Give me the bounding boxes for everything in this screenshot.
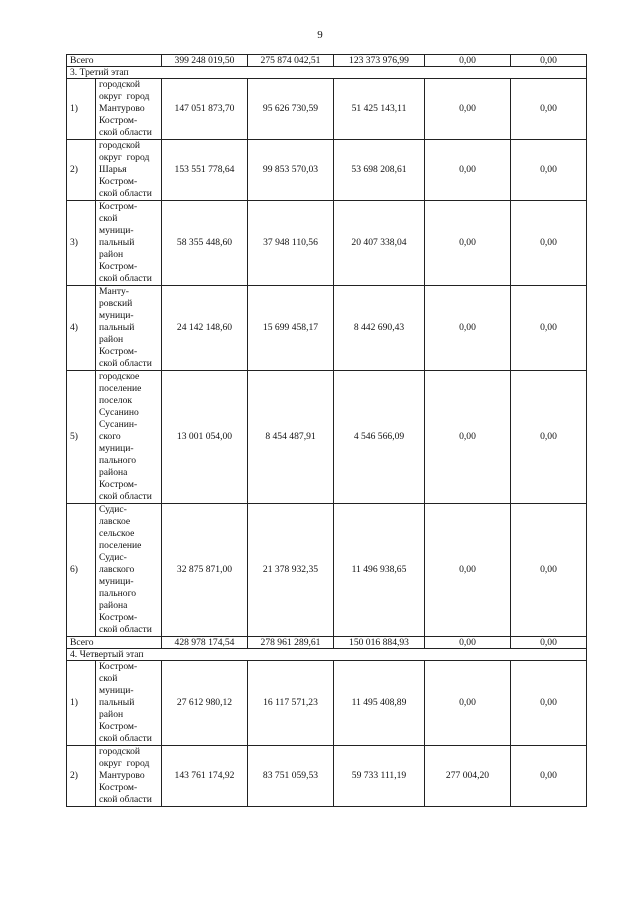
municipality-name-line: Судис-: [99, 552, 127, 563]
municipality-name-line: ской области: [99, 491, 152, 502]
amount-cell: 0,00: [425, 201, 511, 286]
amount-cell: 95 626 730,59: [248, 79, 334, 140]
municipality-name-line: пальный: [99, 322, 135, 333]
amount-cell: 51 425 143,11: [334, 79, 425, 140]
municipality-name-line: Манту-: [99, 286, 129, 297]
amount-cell: 0,00: [511, 79, 587, 140]
table-row: [67, 201, 587, 286]
municipality-name-line: поселение: [99, 383, 142, 394]
amount-cell: 0,00: [425, 140, 511, 201]
municipality-name-line: городской: [99, 746, 141, 757]
municipality-name: [96, 504, 162, 637]
total-label: Всего: [67, 637, 162, 649]
municipality-name-line: муници-: [99, 685, 134, 696]
table-row: [67, 661, 587, 746]
total-value-cell: 399 248 019,50: [162, 55, 248, 67]
municipality-name-line: округ город: [99, 91, 150, 102]
municipality-name-line: пальный: [99, 697, 135, 708]
amount-cell: 8 442 690,43: [334, 286, 425, 371]
municipality-name-line: пального: [99, 455, 137, 466]
table-row: [67, 79, 587, 140]
amount-cell: 153 551 778,64: [162, 140, 248, 201]
amount-cell: 59 733 111,19: [334, 746, 425, 807]
stage-header-row: [67, 67, 587, 79]
municipality-name-line: Сусанино: [99, 407, 139, 418]
municipality-name-line: поселение: [99, 540, 142, 551]
municipality-name-line: пального: [99, 588, 137, 599]
municipality-name-line: ской области: [99, 358, 152, 369]
row-index: 1): [67, 661, 96, 746]
municipality-name-line: лавское: [99, 516, 131, 527]
amount-cell: 32 875 871,00: [162, 504, 248, 637]
municipality-name-line: Костром-: [99, 479, 138, 490]
municipality-name-line: муници-: [99, 576, 134, 587]
amount-cell: 0,00: [511, 504, 587, 637]
municipality-name-line: ской области: [99, 794, 152, 805]
municipality-name-line: Костром-: [99, 721, 138, 732]
total-label: Всего: [67, 55, 162, 67]
municipality-name: [96, 201, 162, 286]
municipality-name-line: сельское: [99, 528, 135, 539]
municipality-name: [96, 371, 162, 504]
municipality-name-line: городское: [99, 371, 140, 382]
municipality-name-line: район: [99, 334, 124, 345]
amount-cell: 4 546 566,09: [334, 371, 425, 504]
amount-cell: 24 142 148,60: [162, 286, 248, 371]
municipality-name-line: округ город: [99, 152, 150, 163]
municipality-name-line: Шарья: [99, 164, 127, 175]
municipality-name-line: округ город: [99, 758, 150, 769]
municipality-name-line: района: [99, 467, 128, 478]
municipality-name-line: район: [99, 249, 124, 260]
amount-cell: 99 853 570,03: [248, 140, 334, 201]
total-value-cell: 275 874 042,51: [248, 55, 334, 67]
municipality-name-line: ской области: [99, 127, 152, 138]
total-value-cell: 123 373 976,99: [334, 55, 425, 67]
total-value-cell: 150 016 884,93: [334, 637, 425, 649]
municipality-name-line: городской: [99, 79, 141, 90]
row-index: 3): [67, 201, 96, 286]
amount-cell: 8 454 487,91: [248, 371, 334, 504]
amount-cell: 0,00: [425, 661, 511, 746]
row-index: 5): [67, 371, 96, 504]
amount-cell: 21 378 932,35: [248, 504, 334, 637]
municipality-name-line: ской области: [99, 733, 152, 744]
amount-cell: 83 751 059,53: [248, 746, 334, 807]
amount-cell: 277 004,20: [425, 746, 511, 807]
amount-cell: 11 496 938,65: [334, 504, 425, 637]
amount-cell: 0,00: [511, 201, 587, 286]
municipality-name-line: пальный: [99, 237, 135, 248]
amount-cell: 53 698 208,61: [334, 140, 425, 201]
municipality-name-line: Костром-: [99, 661, 138, 672]
amount-cell: 0,00: [511, 371, 587, 504]
municipality-name-line: Сусанин-: [99, 419, 138, 430]
row-index: 1): [67, 79, 96, 140]
municipality-name-line: ской области: [99, 624, 152, 635]
total-value-cell: 278 961 289,61: [248, 637, 334, 649]
municipality-name-line: Костром-: [99, 201, 138, 212]
amount-cell: 0,00: [511, 746, 587, 807]
municipality-name-line: ской: [99, 673, 118, 684]
table-row: [67, 371, 587, 504]
municipality-name-line: ской: [99, 213, 118, 224]
municipality-name-line: лавского: [99, 564, 135, 575]
table-body: [67, 55, 587, 807]
total-value-cell: 0,00: [425, 637, 511, 649]
amount-cell: 0,00: [425, 79, 511, 140]
total-row: [67, 637, 587, 649]
page-number: 9: [317, 29, 323, 41]
row-index: 2): [67, 140, 96, 201]
municipality-name-line: Костром-: [99, 782, 138, 793]
municipality-name-line: муници-: [99, 225, 134, 236]
total-value-cell: 0,00: [425, 55, 511, 67]
municipality-name-line: Мантурово: [99, 103, 145, 114]
total-value-cell: 428 978 174,54: [162, 637, 248, 649]
municipality-name-line: поселок: [99, 395, 133, 406]
total-value-cell: 0,00: [511, 637, 587, 649]
stage-title: 4. Четвертый этап: [67, 649, 587, 661]
stage-title: 3. Третий этап: [67, 67, 587, 79]
municipality-name-line: ровский: [99, 298, 133, 309]
municipality-name-line: Костром-: [99, 115, 138, 126]
municipality-name: [96, 140, 162, 201]
municipality-name: [96, 79, 162, 140]
municipality-name-line: ской области: [99, 188, 152, 199]
amount-cell: 143 761 174,92: [162, 746, 248, 807]
amount-cell: 0,00: [425, 286, 511, 371]
amount-cell: 37 948 110,56: [248, 201, 334, 286]
amount-cell: 27 612 980,12: [162, 661, 248, 746]
municipality-name-line: ского: [99, 431, 121, 442]
municipality-name-line: Костром-: [99, 261, 138, 272]
municipality-name-line: Судис-: [99, 504, 127, 515]
amount-cell: 0,00: [511, 286, 587, 371]
amount-cell: 0,00: [511, 661, 587, 746]
municipality-name-line: Мантурово: [99, 770, 145, 781]
municipality-name-line: муници-: [99, 310, 134, 321]
table-row: [67, 504, 587, 637]
municipality-name-line: ской области: [99, 273, 152, 284]
amount-cell: 13 001 054,00: [162, 371, 248, 504]
budget-table: [66, 54, 587, 807]
municipality-name-line: городской: [99, 140, 141, 151]
row-index: 6): [67, 504, 96, 637]
amount-cell: 0,00: [425, 504, 511, 637]
table-row: [67, 746, 587, 807]
amount-cell: 15 699 458,17: [248, 286, 334, 371]
amount-cell: 58 355 448,60: [162, 201, 248, 286]
municipality-name: [96, 746, 162, 807]
amount-cell: 11 495 408,89: [334, 661, 425, 746]
amount-cell: 0,00: [425, 371, 511, 504]
total-value-cell: 0,00: [511, 55, 587, 67]
amount-cell: 147 051 873,70: [162, 79, 248, 140]
amount-cell: 16 117 571,23: [248, 661, 334, 746]
amount-cell: 0,00: [511, 140, 587, 201]
municipality-name-line: Костром-: [99, 176, 138, 187]
municipality-name-line: район: [99, 709, 124, 720]
municipality-name-line: района: [99, 600, 128, 611]
total-row: [67, 55, 587, 67]
municipality-name: [96, 286, 162, 371]
row-index: 4): [67, 286, 96, 371]
table-row: [67, 140, 587, 201]
municipality-name-line: Костром-: [99, 346, 138, 357]
municipality-name: [96, 661, 162, 746]
stage-header-row: [67, 649, 587, 661]
row-index: 2): [67, 746, 96, 807]
table-row: [67, 286, 587, 371]
amount-cell: 20 407 338,04: [334, 201, 425, 286]
municipality-name-line: Костром-: [99, 612, 138, 623]
municipality-name-line: муници-: [99, 443, 134, 454]
